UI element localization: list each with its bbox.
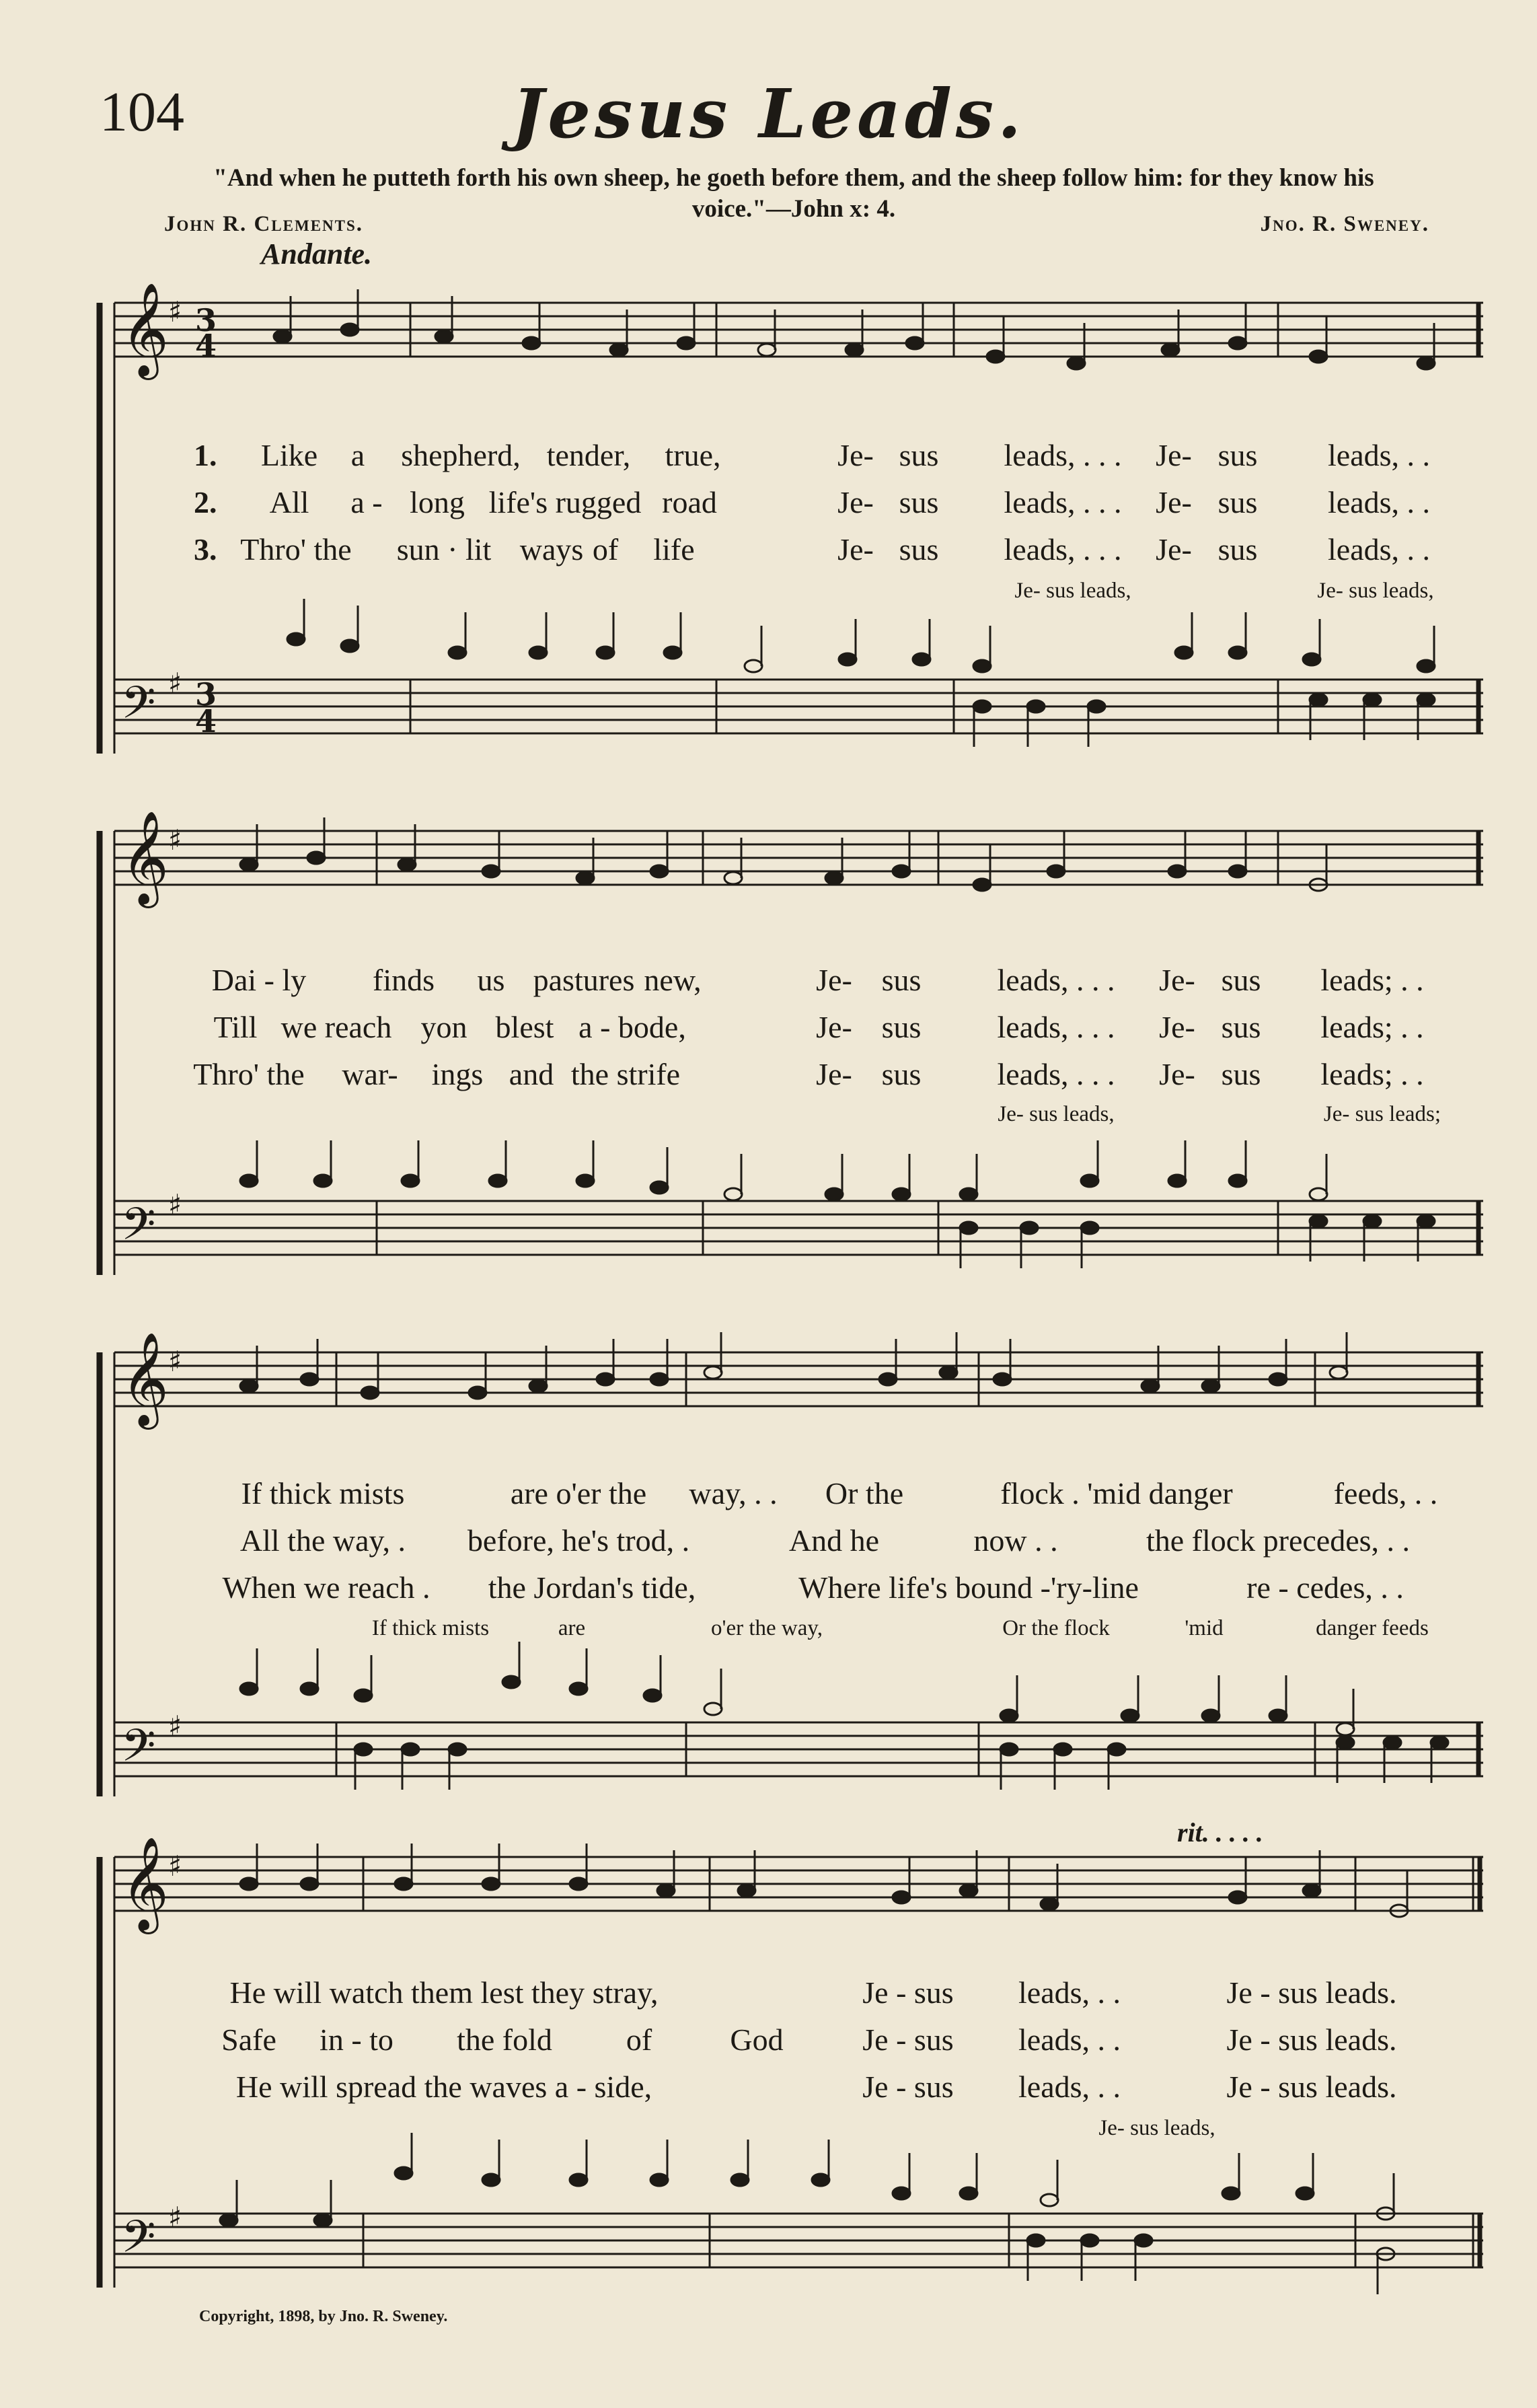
hymn-title: Jesus Leads. — [512, 74, 1025, 153]
lyric-syllable: yon — [420, 1010, 467, 1044]
lyric-syllable: Je- — [837, 532, 874, 567]
lyric-syllable: life — [653, 532, 695, 567]
lyric-syllable: sus — [1221, 1057, 1261, 1091]
lyric-syllable: Je- — [816, 1010, 852, 1044]
lyric-syllable: of — [626, 2022, 652, 2057]
lyric-syllable: leads, . . . — [1004, 485, 1122, 519]
alto-lyric: danger feeds — [1316, 1616, 1429, 1640]
lyric-syllable: Je- — [837, 438, 874, 472]
lyric-syllable: sus — [899, 532, 939, 567]
lyric-syllable: sus — [881, 1010, 922, 1044]
svg-text:𝄢: 𝄢 — [121, 1720, 156, 1782]
lyric-syllable: sus — [1217, 532, 1258, 567]
verse-3-line — [94, 2069, 1493, 2107]
svg-text:♯: ♯ — [168, 2201, 182, 2234]
page-number: 104 — [100, 81, 184, 143]
lyric-syllable: sus — [881, 963, 922, 997]
lyric-syllable: sus — [1217, 438, 1258, 472]
alto-response-line — [94, 1102, 1493, 1129]
alto-lyric: If thick mists — [371, 1616, 490, 1640]
alto-lyric: Je- sus leads; — [1323, 1102, 1441, 1126]
verse-1-line — [94, 962, 1493, 1000]
lyric-syllable: feeds, . . — [1333, 1476, 1438, 1510]
lyric-syllable: true, — [665, 438, 721, 472]
lyric-syllable: Thro' the — [193, 1057, 305, 1091]
lyric-syllable: Je- — [1156, 485, 1192, 519]
svg-text:𝄞: 𝄞 — [121, 283, 169, 376]
lyric-syllable: sus — [1221, 1010, 1261, 1044]
lyric-syllable: Je- — [837, 485, 874, 519]
lyric-syllable: us — [477, 963, 505, 997]
music-system-2 — [94, 804, 1493, 1288]
lyric-syllable: sus — [881, 1057, 922, 1091]
lyric-syllable: leads, . . . — [1004, 532, 1122, 567]
svg-text:♯: ♯ — [168, 1188, 182, 1221]
lyric-syllable: are o'er the — [510, 1476, 647, 1510]
lyric-syllable: the Jordan's tide, — [488, 1570, 696, 1605]
lyric-syllable: Je- — [1156, 532, 1192, 567]
verse-1-line — [94, 1975, 1493, 2012]
ritardando-marking: rit. . . . . — [1177, 1817, 1263, 1848]
svg-text:𝄢: 𝄢 — [121, 677, 156, 739]
lyric-syllable: the fold — [457, 2022, 552, 2057]
alto-response-line — [94, 579, 1493, 606]
music-system-4 — [94, 1817, 1493, 2301]
lyric-syllable: leads; . . — [1320, 1010, 1424, 1044]
copyright-notice: Copyright, 1898, by Jno. R. Sweney. — [199, 2308, 448, 2325]
lyric-syllable: And he — [788, 1523, 880, 1558]
lyric-syllable: shepherd, — [401, 438, 521, 472]
lyric-syllable: All — [269, 485, 309, 519]
lyric-syllable: sun · lit — [396, 532, 492, 567]
lyric-syllable: leads, . . — [1327, 532, 1431, 567]
svg-text:♯: ♯ — [168, 295, 182, 328]
verse-number: 1. — [194, 438, 217, 472]
lyric-syllable: and — [509, 1057, 554, 1091]
lyric-syllable: ways — [519, 532, 584, 567]
svg-text:𝄞: 𝄞 — [121, 1837, 169, 1930]
svg-text:3: 3 — [195, 302, 217, 338]
svg-text:♯: ♯ — [168, 1345, 182, 1378]
lyric-syllable: He will spread the waves a - side, — [235, 2070, 652, 2104]
lyric-syllable: the flock precedes, . . — [1146, 1523, 1411, 1558]
lyricist-credit: John R. Clements. — [164, 212, 364, 236]
lyric-syllable: life's rugged — [488, 485, 642, 519]
lyric-syllable: sus — [1217, 485, 1258, 519]
alto-lyric: Or the flock — [1002, 1616, 1110, 1640]
lyric-syllable: Je - sus — [862, 2022, 954, 2057]
lyric-syllable: God — [730, 2022, 784, 2057]
composer-credit: Jno. R. Sweney. — [1260, 212, 1429, 236]
lyric-syllable: before, he's trod, . — [467, 1523, 690, 1558]
lyric-syllable: Je - sus leads. — [1226, 1975, 1397, 2010]
lyric-syllable: Safe — [221, 2022, 276, 2057]
lyric-syllable: now . . — [973, 1523, 1058, 1558]
alto-lyric: Je- sus leads, — [1014, 579, 1131, 603]
lyric-syllable: blest — [495, 1010, 554, 1044]
lyric-syllable: Like — [260, 438, 318, 472]
lyric-syllable: sus — [899, 485, 939, 519]
svg-text:♯: ♯ — [168, 667, 182, 700]
alto-response-line — [94, 1616, 1493, 1643]
lyric-syllable: Je- — [1159, 1010, 1195, 1044]
alto-lyric: Je- sus leads, — [1098, 2116, 1215, 2140]
verse-2-line — [94, 2022, 1493, 2059]
lyric-syllable: leads, . . . — [1004, 438, 1122, 472]
svg-text:𝄢: 𝄢 — [121, 1198, 156, 1261]
lyric-syllable: tender, — [546, 438, 631, 472]
lyric-syllable: new, — [644, 963, 702, 997]
lyric-syllable: leads, . . . — [997, 963, 1115, 997]
lyric-syllable: sus — [1221, 963, 1261, 997]
lyric-syllable: Je- — [1156, 438, 1192, 472]
lyric-syllable: Je- — [1159, 1057, 1195, 1091]
lyric-syllable: road — [662, 485, 717, 519]
staff-notation-1 — [94, 283, 1493, 767]
lyric-syllable: Je- — [816, 963, 852, 997]
lyric-syllable: a - — [350, 485, 383, 519]
lyric-syllable: leads, . . . — [997, 1057, 1115, 1091]
lyric-syllable: Je - sus leads. — [1226, 2070, 1397, 2104]
svg-text:♯: ♯ — [168, 824, 182, 856]
lyric-syllable: ings — [431, 1057, 484, 1091]
verse-1-line — [94, 437, 1493, 475]
verse-3-line — [94, 1056, 1493, 1094]
lyric-syllable: Or the — [825, 1476, 904, 1510]
music-system-3 — [94, 1315, 1493, 1813]
lyric-syllable: leads, . . — [1018, 1975, 1121, 2010]
lyric-syllable: Je- — [1159, 963, 1195, 997]
lyric-syllable: When we reach . — [222, 1570, 430, 1605]
lyric-syllable: Where life's bound -'ry-line — [798, 1570, 1139, 1605]
lyric-syllable: All the way, . — [239, 1523, 406, 1558]
tempo-marking: Andante. — [261, 238, 373, 270]
lyric-syllable: war- — [342, 1057, 398, 1091]
music-system-1 — [94, 283, 1493, 767]
lyric-syllable: leads, . . — [1327, 438, 1431, 472]
lyric-syllable: in - to — [320, 2022, 393, 2057]
lyric-syllable: a — [350, 438, 365, 472]
lyric-syllable: Till — [213, 1010, 258, 1044]
lyric-syllable: of — [592, 532, 619, 567]
lyric-syllable: a - bode, — [578, 1010, 686, 1044]
scripture-epigraph: "And when he putteth forth his own sheep, he goeth before them, and the sheep follow him: for they know his voice."—John x: 4. — [213, 164, 1374, 223]
lyric-syllable: we reach — [280, 1010, 392, 1044]
lyric-syllable: Je - sus — [862, 2070, 954, 2104]
verse-1-line — [94, 1475, 1493, 1513]
lyric-syllable: leads, . . — [1018, 2022, 1121, 2057]
lyric-syllable: leads; . . — [1320, 963, 1424, 997]
alto-lyric: Je- sus leads, — [998, 1102, 1115, 1126]
lyric-syllable: way, . . — [689, 1476, 778, 1510]
lyric-syllable: Je - sus leads. — [1226, 2022, 1397, 2057]
lyric-syllable: If thick mists — [241, 1476, 405, 1510]
lyric-syllable: re - cedes, . . — [1246, 1570, 1404, 1605]
svg-text:𝄢: 𝄢 — [121, 2211, 156, 2273]
verse-2-line — [94, 484, 1493, 522]
svg-text:♯: ♯ — [168, 1850, 182, 1883]
lyric-syllable: Je - sus — [862, 1975, 954, 2010]
alto-lyric: 'mid — [1185, 1616, 1224, 1640]
verse-number: 3. — [194, 532, 217, 567]
lyric-syllable: flock . 'mid danger — [1000, 1476, 1233, 1510]
lyric-syllable: leads, . . — [1327, 485, 1431, 519]
lyric-syllable: leads; . . — [1320, 1057, 1424, 1091]
lyric-syllable: finds — [373, 963, 435, 997]
lyric-syllable: Dai - ly — [211, 963, 307, 997]
svg-text:4: 4 — [195, 328, 217, 364]
alto-lyric: o'er the way, — [711, 1616, 823, 1640]
alto-lyric: are — [558, 1616, 586, 1640]
lyric-syllable: leads, . . — [1018, 2070, 1121, 2104]
lyric-syllable: pastures — [533, 963, 635, 997]
verse-2-line — [94, 1009, 1493, 1047]
verse-number: 2. — [194, 485, 217, 519]
lyric-syllable: Thro' the — [240, 532, 352, 567]
verse-3-line — [94, 1570, 1493, 1607]
alto-response-line — [94, 2116, 1493, 2143]
svg-text:𝄞: 𝄞 — [121, 811, 169, 904]
svg-text:♯: ♯ — [168, 1710, 182, 1743]
verse-3-line — [94, 532, 1493, 569]
lyric-syllable: the strife — [570, 1057, 681, 1091]
svg-text:4: 4 — [195, 703, 217, 739]
lyric-syllable: He will watch them lest they stray, — [229, 1975, 659, 2010]
staff-notation-3 — [94, 1315, 1493, 1813]
svg-text:3: 3 — [195, 676, 217, 713]
svg-text:𝄞: 𝄞 — [121, 1332, 169, 1426]
lyric-syllable: sus — [899, 438, 939, 472]
verse-2-line — [94, 1523, 1493, 1560]
lyric-syllable: long — [410, 485, 465, 519]
lyric-syllable: Je- — [816, 1057, 852, 1091]
lyric-syllable: leads, . . . — [997, 1010, 1115, 1044]
alto-lyric: Je- sus leads, — [1317, 579, 1434, 603]
